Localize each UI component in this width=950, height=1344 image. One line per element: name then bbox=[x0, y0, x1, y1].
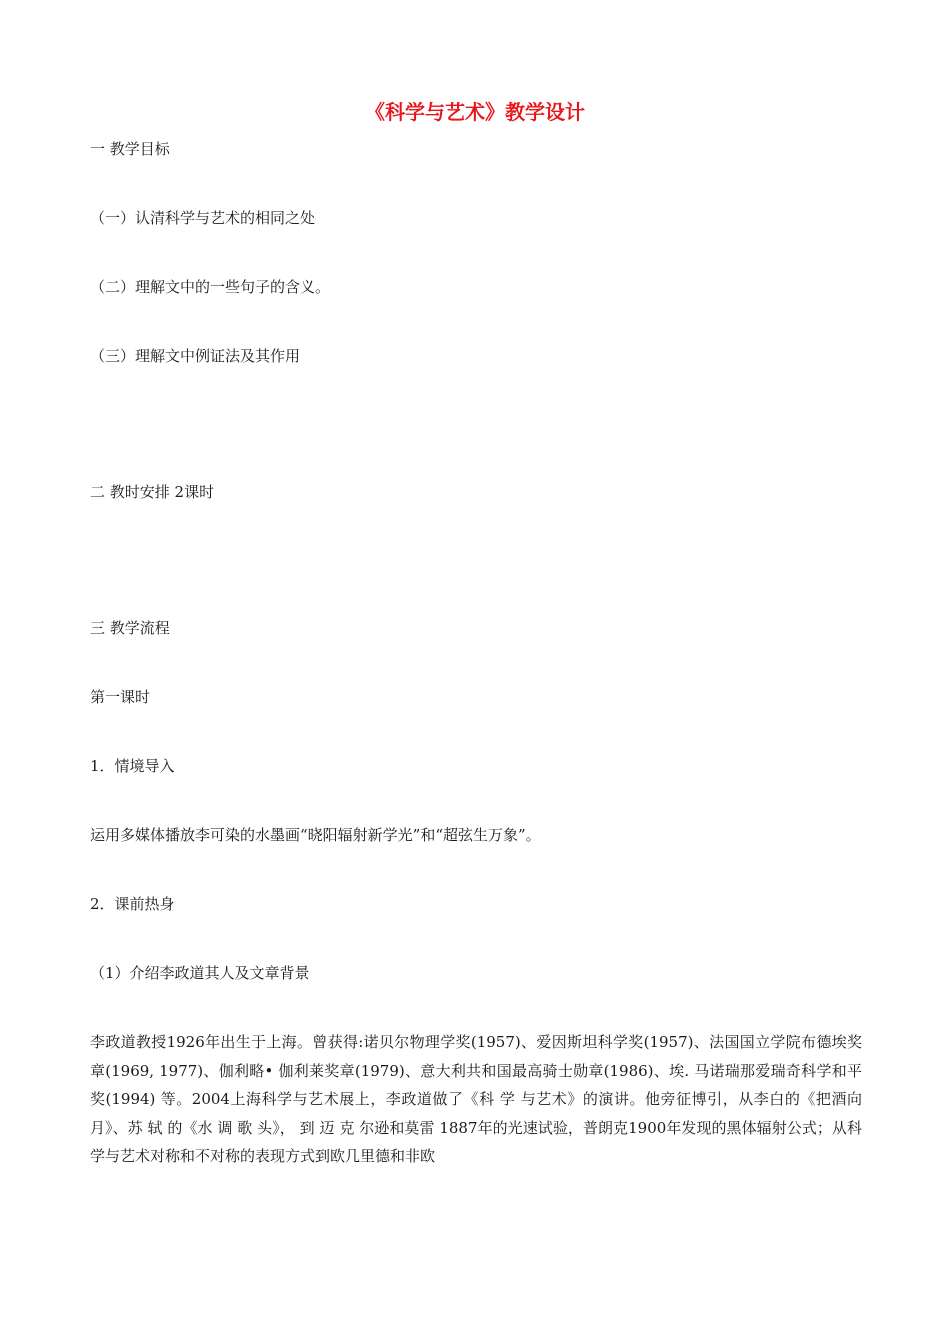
body-paragraph: 李政道教授1926年出生于上海。曾获得:诺贝尔物理学奖(1957)、爱因斯坦科学奖(1957)、法国国立学院布德埃奖章(1969, 1977)、伽利略• 伽利莱奖章(1979)、意大利共和国最高骑士勋章(1986)、埃. 马诺瑞那爱瑞奇科学和平奖(1994) 等。2004上海科学与艺术展上，李政道做了《科 学 与艺术》的演讲。他旁征博引，从李白的《把酒向月》、苏 轼 的《水 调 歌 头》， 到 迈 克 尔逊和莫雷 1887年的光速试验，普朗克1900年发现的黑体辐射公式；从科学与艺术对称和不对称的表现方式到欧几里德和非欧 bbox=[90, 1033, 862, 1166]
section-heading-goals: 一 教学目标 bbox=[90, 140, 170, 158]
lesson-heading: 第一课时 bbox=[90, 688, 151, 706]
goal-item-2: （二）理解文中的一些句子的含义。 bbox=[90, 278, 331, 296]
step-heading-1: 1．情境导入 bbox=[90, 757, 175, 775]
goal-item-3: （三）理解文中例证法及其作用 bbox=[90, 347, 301, 365]
section-heading-process: 三 教学流程 bbox=[90, 619, 170, 637]
document-title: 《科学与艺术》教学设计 bbox=[365, 100, 585, 124]
goal-item-1: （一）认清科学与艺术的相同之处 bbox=[90, 209, 316, 227]
section-heading-schedule: 二 教时安排 2课时 bbox=[90, 483, 215, 501]
step-heading-2: 2．课前热身 bbox=[90, 895, 175, 913]
sub-step-heading: （1）介绍李政道其人及文章背景 bbox=[90, 964, 310, 982]
step-text-1: 运用多媒体播放李可染的水墨画“晓阳辐射新学光”和“超弦生万象”。 bbox=[90, 826, 541, 844]
